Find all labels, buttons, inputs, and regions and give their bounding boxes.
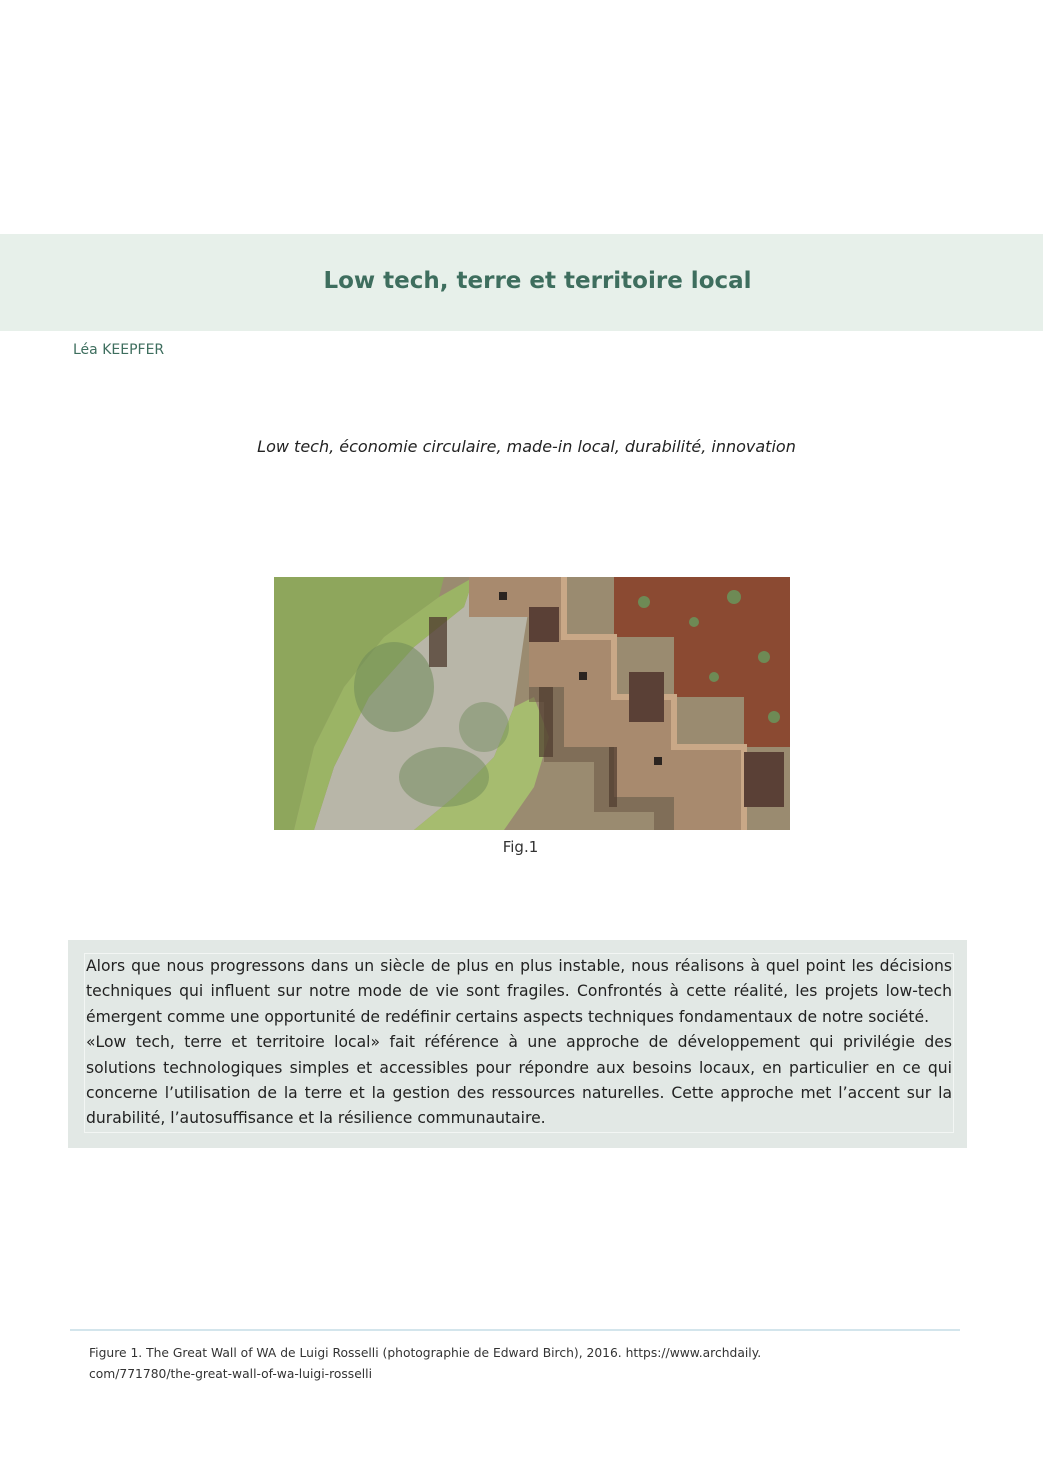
abstract-paragraph: Alors que nous progressons dans un siècle de plus en plus instable, nous réalisons à quel point les décisions techniques qui influent sur notre mode de vie sont fragiles. Confrontés à cette réalité, les projets low-tech émergent comme une opportunité de redéfinir certains aspects techniques fondamentaux de notre société. <box>86 957 952 1026</box>
keywords: Low tech, économie circulaire, made-in local, durabilité, innovation <box>257 437 796 456</box>
figure-image <box>274 577 790 830</box>
author-name: Léa KEEPFER <box>73 342 165 358</box>
figure-caption: Fig.1 <box>502 838 539 856</box>
footnote-divider <box>70 1329 960 1331</box>
aerial-photo-illustration <box>274 577 790 830</box>
abstract-paragraph: «Low tech, terre et territoire local» fait référence à une approche de développement qui privilégie des solutions technologiques simples et accessibles pour répondre aux besoins locaux, en particulier en ce qui concerne l’utilisation de la terre et la gestion des ressources naturelles. Cette approche met l’accent sur la durabilité, l’autosuffisance et la résilience communautaire. <box>86 1033 952 1128</box>
footnote-line: com/771780/the-great-wall-of-wa-luigi-rosselli <box>89 1367 373 1381</box>
abstract-text <box>86 954 952 1132</box>
page-title: Low tech, terre et territoire local <box>323 268 752 294</box>
footnote <box>89 1343 809 1385</box>
footnote-line: Figure 1. The Great Wall of WA de Luigi Rosselli (photographie de Edward Birch), 2016. https://www.archdaily. <box>89 1346 762 1360</box>
